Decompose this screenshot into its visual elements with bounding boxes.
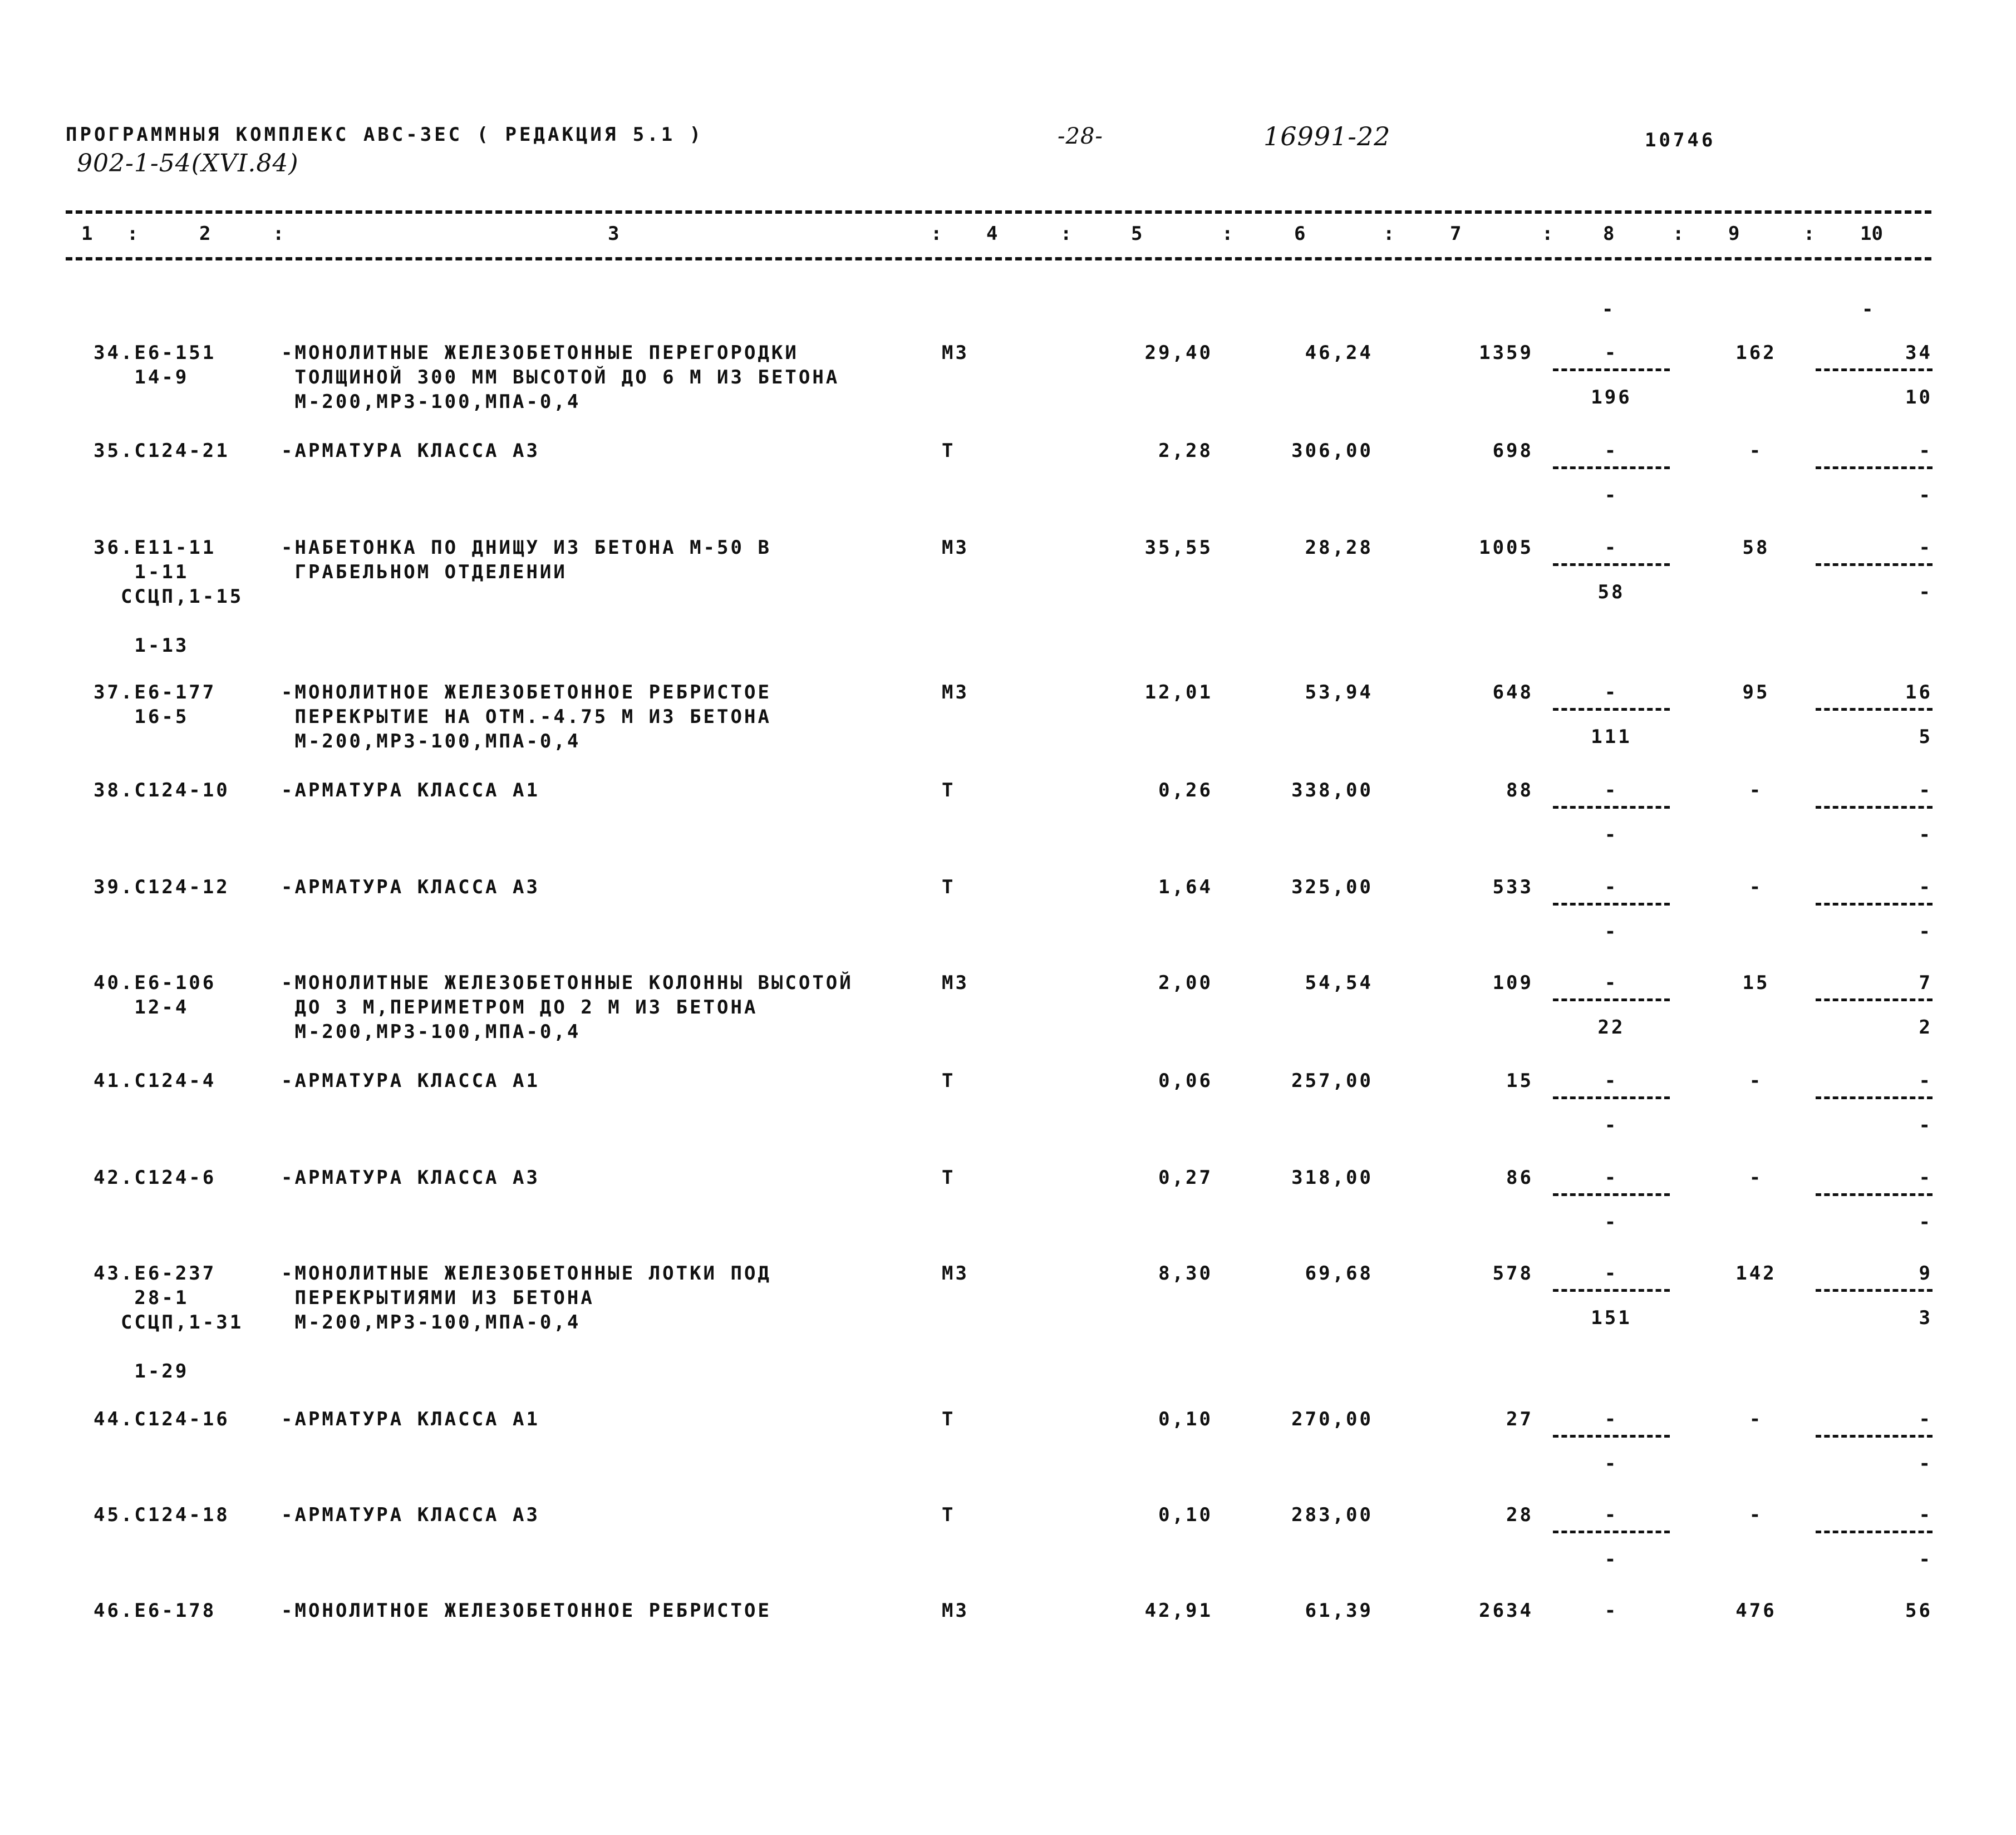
- row-unit: М3: [942, 1600, 969, 1622]
- row-quantity: 42,91: [1144, 1600, 1213, 1622]
- row-col10-top: -: [1919, 440, 1933, 462]
- top-mark-col10: -: [1862, 298, 1874, 321]
- row-col8-divider: [1553, 368, 1670, 371]
- row-quantity: 0,06: [1158, 1070, 1213, 1092]
- row-col8-bottom: -: [1604, 921, 1619, 943]
- column-header: 2: [199, 223, 211, 245]
- row-col8-top: -: [1604, 1600, 1619, 1622]
- row-col10-top: -: [1919, 1070, 1933, 1092]
- row-code: 41.С124-4: [94, 1070, 217, 1092]
- row-quantity: 2,28: [1158, 440, 1213, 462]
- row-col8-bottom: -: [1604, 1453, 1619, 1475]
- row-col10-bottom: 3: [1919, 1307, 1933, 1329]
- row-col8-divider: [1553, 1193, 1670, 1196]
- row-col10-top: 56: [1905, 1600, 1933, 1622]
- row-price: 338,00: [1291, 779, 1373, 801]
- document-code: 902-1-54(XVI.84): [77, 149, 299, 178]
- column-header: 10: [1860, 223, 1883, 245]
- column-separator: :: [1673, 223, 1684, 245]
- row-total: 578: [1492, 1262, 1533, 1285]
- row-col8-top: -: [1604, 537, 1619, 559]
- row-col10-top: -: [1919, 537, 1933, 559]
- row-total: 86: [1506, 1167, 1533, 1189]
- row-total: 88: [1506, 779, 1533, 801]
- row-col10-top: -: [1919, 779, 1933, 801]
- row-quantity: 0,10: [1158, 1408, 1213, 1430]
- row-price: 318,00: [1291, 1167, 1373, 1189]
- column-separator: :: [931, 223, 942, 245]
- row-quantity: 35,55: [1144, 537, 1213, 559]
- row-col8-divider: [1553, 708, 1670, 711]
- row-unit: Т: [942, 1070, 956, 1092]
- row-col10-divider: [1816, 368, 1933, 371]
- row-quantity: 0,26: [1158, 779, 1213, 801]
- column-header: 3: [608, 223, 619, 245]
- row-total: 15: [1506, 1070, 1533, 1092]
- row-col10-bottom: -: [1919, 581, 1933, 603]
- column-header: 5: [1131, 223, 1143, 245]
- row-price: 306,00: [1291, 440, 1373, 462]
- row-col8-divider: [1553, 903, 1670, 906]
- row-col10-bottom: -: [1919, 1548, 1933, 1571]
- row-quantity: 1,64: [1158, 876, 1213, 898]
- row-quantity: 8,30: [1158, 1262, 1213, 1285]
- row-col10-divider: [1816, 903, 1933, 906]
- row-quantity: 0,27: [1158, 1167, 1213, 1189]
- row-col10-top: 7: [1919, 972, 1933, 994]
- row-col9: -: [1749, 1504, 1763, 1526]
- row-col8-top: -: [1604, 1167, 1619, 1189]
- row-col8-top: -: [1604, 876, 1619, 898]
- row-quantity: 29,40: [1144, 342, 1213, 364]
- row-col10-top: 34: [1905, 342, 1933, 364]
- row-col8-divider: [1553, 1096, 1670, 1099]
- row-unit: Т: [942, 1408, 956, 1430]
- row-col8-bottom: -: [1604, 824, 1619, 846]
- row-price: 54,54: [1305, 972, 1373, 994]
- row-code: 38.С124-10: [94, 779, 230, 801]
- row-description: -АРМАТУРА КЛАССА А1: [281, 779, 540, 801]
- row-total: 28: [1506, 1504, 1533, 1526]
- row-col10-bottom: -: [1919, 921, 1933, 943]
- row-price: 325,00: [1291, 876, 1373, 898]
- row-col10-top: -: [1919, 1167, 1933, 1189]
- row-col9: -: [1749, 440, 1763, 462]
- row-col8-bottom: -: [1604, 1114, 1619, 1137]
- row-description: -АРМАТУРА КЛАССА А3: [281, 440, 540, 462]
- column-header: 6: [1294, 223, 1306, 245]
- row-col10-divider: [1816, 998, 1933, 1001]
- row-col8-divider: [1553, 1435, 1670, 1438]
- row-col10-bottom: -: [1919, 1211, 1933, 1233]
- column-header: 9: [1728, 223, 1740, 245]
- row-col8-bottom: -: [1604, 1548, 1619, 1571]
- row-col10-bottom: 10: [1905, 386, 1933, 409]
- row-col9: -: [1749, 779, 1763, 801]
- column-separator: :: [273, 223, 284, 245]
- row-total: 533: [1492, 876, 1533, 898]
- row-col8-divider: [1553, 1531, 1670, 1533]
- row-col9: 95: [1742, 681, 1770, 704]
- top-mark-col8: -: [1602, 298, 1614, 321]
- row-unit: Т: [942, 876, 956, 898]
- page-number: -28-: [1058, 124, 1103, 149]
- sheet-code: 10746: [1645, 129, 1716, 151]
- row-col8-bottom: 58: [1597, 581, 1625, 603]
- row-unit: М3: [942, 1262, 969, 1285]
- row-col8-divider: [1553, 806, 1670, 809]
- row-code: 40.Е6-106 12-4: [94, 972, 217, 1019]
- row-col10-divider: [1816, 1289, 1933, 1292]
- row-description: -НАБЕТОНКА ПО ДНИЩУ ИЗ БЕТОНА М-50 В ГРАБЕЛЬНОМ ОТДЕЛЕНИИ: [281, 537, 771, 583]
- row-description: -АРМАТУРА КЛАССА А1: [281, 1070, 540, 1092]
- row-price: 283,00: [1291, 1504, 1373, 1526]
- row-col8-bottom: 111: [1591, 726, 1632, 748]
- row-total: 698: [1492, 440, 1533, 462]
- row-unit: М3: [942, 681, 969, 704]
- row-col9: 142: [1735, 1262, 1777, 1285]
- row-price: 69,68: [1305, 1262, 1373, 1285]
- row-description: -МОНОЛИТНОЕ ЖЕЛЕЗОБЕТОННОЕ РЕБРИСТОЕ ПЕРЕКРЫТИЕ НА ОТМ.-4.75 М ИЗ БЕТОНА М-200,МР3-100,МПА-0,4: [281, 681, 771, 752]
- row-price: 28,28: [1305, 537, 1373, 559]
- row-total: 27: [1506, 1408, 1533, 1430]
- row-description: -МОНОЛИТНЫЕ ЖЕЛЕЗОБЕТОННЫЕ ПЕРЕГОРОДКИ ТОЛЩИНОЙ 300 ММ ВЫСОТОЙ ДО 6 М ИЗ БЕТОНА М-200,МР3-100,МПА-0,4: [281, 342, 840, 413]
- row-col9: 58: [1742, 537, 1770, 559]
- row-code: 46.Е6-178: [94, 1600, 217, 1622]
- row-col8-divider: [1553, 1289, 1670, 1292]
- row-col10-divider: [1816, 1531, 1933, 1533]
- row-col10-bottom: -: [1919, 824, 1933, 846]
- row-unit: Т: [942, 779, 956, 801]
- row-code: 45.С124-18: [94, 1504, 230, 1526]
- row-description: -АРМАТУРА КЛАССА А3: [281, 876, 540, 898]
- row-col8-bottom: 151: [1591, 1307, 1632, 1329]
- row-col10-top: -: [1919, 1504, 1933, 1526]
- row-code: 42.С124-6: [94, 1167, 217, 1189]
- program-title: ПРОГРАММНЫЯ КОМПЛЕКС АВС-3ЕС ( РЕДАКЦИЯ 5.1 ): [66, 124, 704, 146]
- row-code: 44.С124-16: [94, 1408, 230, 1430]
- header-rule-top: [66, 210, 1931, 214]
- column-separator: :: [127, 223, 139, 245]
- row-col8-bottom: -: [1604, 1211, 1619, 1233]
- row-col10-divider: [1816, 1193, 1933, 1196]
- row-col8-bottom: 22: [1597, 1016, 1625, 1039]
- row-quantity: 2,00: [1158, 972, 1213, 994]
- row-col8-top: -: [1604, 681, 1619, 704]
- row-price: 61,39: [1305, 1600, 1373, 1622]
- row-description: -МОНОЛИТНЫЕ ЖЕЛЕЗОБЕТОННЫЕ ЛОТКИ ПОД ПЕРЕКРЫТИЯМИ ИЗ БЕТОНА М-200,МР3-100,МПА-0,4: [281, 1262, 771, 1334]
- row-col8-top: -: [1604, 779, 1619, 801]
- row-unit: Т: [942, 1167, 956, 1189]
- row-price: 53,94: [1305, 681, 1373, 704]
- row-code: 39.С124-12: [94, 876, 230, 898]
- row-col10-divider: [1816, 466, 1933, 469]
- row-col10-bottom: -: [1919, 484, 1933, 506]
- row-description: -АРМАТУРА КЛАССА А3: [281, 1504, 540, 1526]
- project-number: 16991-22: [1263, 121, 1391, 151]
- header-rule-bottom: [66, 257, 1931, 260]
- row-col10-bottom: 2: [1919, 1016, 1933, 1039]
- row-col10-top: 9: [1919, 1262, 1933, 1285]
- row-price: 46,24: [1305, 342, 1373, 364]
- column-header: 7: [1450, 223, 1462, 245]
- row-unit: М3: [942, 342, 969, 364]
- row-col10-top: 16: [1905, 681, 1933, 704]
- column-header: 1: [81, 223, 93, 245]
- column-separator: :: [1383, 223, 1395, 245]
- row-col10-divider: [1816, 708, 1933, 711]
- column-header-row: [0, 223, 2016, 250]
- row-col9: -: [1749, 1070, 1763, 1092]
- row-col8-divider: [1553, 466, 1670, 469]
- row-description: -МОНОЛИТНОЕ ЖЕЛЕЗОБЕТОННОЕ РЕБРИСТОЕ: [281, 1600, 771, 1622]
- row-code: 36.Е11-11 1-11 ССЦП,1-15 1-13: [94, 537, 244, 657]
- column-separator: :: [1222, 223, 1233, 245]
- row-col9: 15: [1742, 972, 1770, 994]
- row-unit: М3: [942, 972, 969, 994]
- row-total: 109: [1492, 972, 1533, 994]
- row-unit: М3: [942, 537, 969, 559]
- row-col9: -: [1749, 1408, 1763, 1430]
- row-description: -АРМАТУРА КЛАССА А3: [281, 1167, 540, 1189]
- row-col8-top: -: [1604, 342, 1619, 364]
- row-col8-top: -: [1604, 972, 1619, 994]
- row-col8-top: -: [1604, 1504, 1619, 1526]
- row-total: 1359: [1479, 342, 1533, 364]
- row-total: 1005: [1479, 537, 1533, 559]
- row-col10-divider: [1816, 563, 1933, 566]
- row-col9: 476: [1735, 1600, 1777, 1622]
- row-col10-divider: [1816, 1096, 1933, 1099]
- column-header: 4: [986, 223, 998, 245]
- row-unit: Т: [942, 440, 956, 462]
- row-col8-divider: [1553, 563, 1670, 566]
- row-col10-top: -: [1919, 1408, 1933, 1430]
- row-col10-bottom: 5: [1919, 726, 1933, 748]
- row-col10-top: -: [1919, 876, 1933, 898]
- row-col10-divider: [1816, 1435, 1933, 1438]
- row-col9: 162: [1735, 342, 1777, 364]
- row-col9: -: [1749, 1167, 1763, 1189]
- row-col8-top: -: [1604, 1070, 1619, 1092]
- row-description: -АРМАТУРА КЛАССА А1: [281, 1408, 540, 1430]
- row-col10-bottom: -: [1919, 1114, 1933, 1137]
- row-price: 257,00: [1291, 1070, 1373, 1092]
- row-price: 270,00: [1291, 1408, 1373, 1430]
- row-col10-bottom: -: [1919, 1453, 1933, 1475]
- row-unit: Т: [942, 1504, 956, 1526]
- row-col8-bottom: -: [1604, 484, 1619, 506]
- row-quantity: 0,10: [1158, 1504, 1213, 1526]
- column-header: 8: [1603, 223, 1615, 245]
- row-code: 34.Е6-151 14-9: [94, 342, 217, 388]
- row-code: 37.Е6-177 16-5: [94, 681, 217, 728]
- row-description: -МОНОЛИТНЫЕ ЖЕЛЕЗОБЕТОННЫЕ КОЛОННЫ ВЫСОТОЙ ДО 3 М,ПЕРИМЕТРОМ ДО 2 М ИЗ БЕТОНА М-200,МР3-100,МПА-0,4: [281, 972, 853, 1043]
- column-separator: :: [1542, 223, 1553, 245]
- row-col8-top: -: [1604, 1408, 1619, 1430]
- row-col8-divider: [1553, 998, 1670, 1001]
- row-total: 2634: [1479, 1600, 1533, 1622]
- row-col10-divider: [1816, 806, 1933, 809]
- row-total: 648: [1492, 681, 1533, 704]
- row-code: 43.Е6-237 28-1 ССЦП,1-31 1-29: [94, 1262, 244, 1383]
- row-col8-top: -: [1604, 1262, 1619, 1285]
- row-col9: -: [1749, 876, 1763, 898]
- column-separator: :: [1803, 223, 1815, 245]
- row-code: 35.С124-21: [94, 440, 230, 462]
- row-quantity: 12,01: [1144, 681, 1213, 704]
- column-separator: :: [1060, 223, 1072, 245]
- row-col8-top: -: [1604, 440, 1619, 462]
- row-col8-bottom: 196: [1591, 386, 1632, 409]
